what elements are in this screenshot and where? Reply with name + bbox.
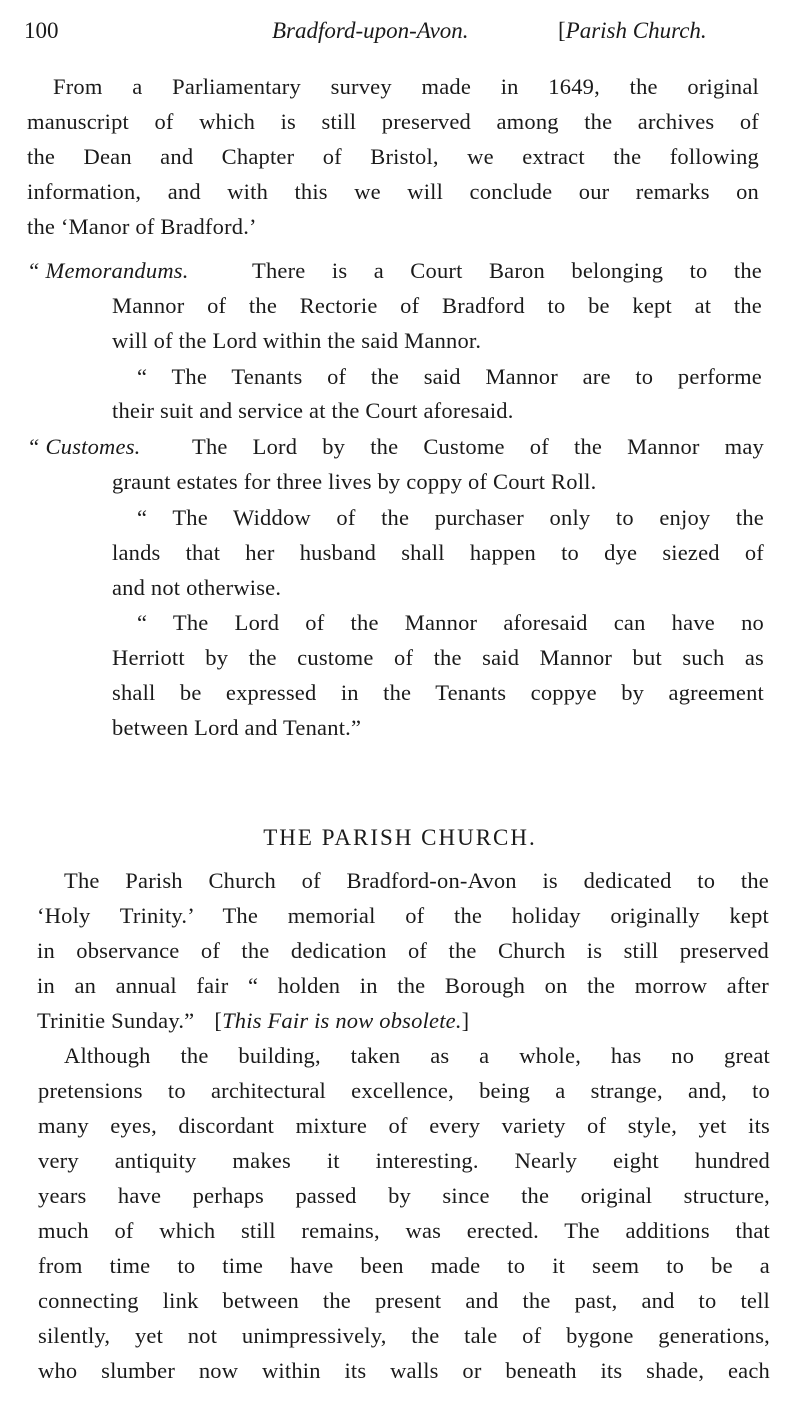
church-p1-line-5 — [37, 1010, 469, 1033]
running-section — [558, 18, 707, 44]
church-p1-line-2: ‘Holy Trinity.’ The memorial of the holiday originally kept — [37, 903, 769, 928]
fair-note: This Fair is now obsolete. — [222, 1008, 462, 1033]
memorandums-line-1 — [27, 260, 762, 283]
church-p1-line-4: in an annual fair “ holden in the Borough on the morrow after — [37, 973, 769, 998]
widdow-line-1: “ The Widdow of the purchaser only to enjoy the — [137, 505, 764, 530]
intro-line-3: the Dean and Chapter of Bristol, we extract the following — [27, 144, 759, 169]
memorandums-line-3: will of the Lord within the said Mannor. — [112, 328, 482, 353]
customes-line-2: graunt estates for three lives by coppy of Court Roll. — [112, 469, 597, 494]
memorandums-lead: “ Memorandums. — [27, 258, 189, 283]
church-p2-line-4: very antiquity makes it interesting. Nearly eight hundred — [38, 1148, 770, 1173]
church-p2-line-10: who slumber now within its walls or beneath its shade, each — [38, 1358, 770, 1383]
section-heading: THE PARISH CHURCH. — [263, 825, 537, 850]
fair-note-open: [ — [214, 1008, 223, 1033]
intro-line-2: manuscript of which is still preserved among the archives of — [27, 109, 759, 134]
fair-note-close: ] — [461, 1008, 470, 1033]
church-p1-line-1: The Parish Church of Bradford-on-Avon is dedicated to the — [64, 868, 769, 893]
memorandums-line-2: Mannor of the Rectorie of Bradford to be kept at the — [112, 293, 762, 318]
running-title: Bradford-upon-Avon. — [272, 18, 469, 43]
tenants-line-2: their suit and service at the Court aforesaid. — [112, 398, 514, 423]
herriott-line-3: shall be expressed in the Tenants coppye by agreement — [112, 680, 764, 705]
tenants-line-1: “ The Tenants of the said Mannor are to performe — [137, 364, 762, 389]
herriott-line-4: between Lord and Tenant.” — [112, 715, 362, 740]
church-p2-line-1: Although the building, taken as a whole, has no great — [64, 1043, 770, 1068]
intro-line-5: the ‘Manor of Bradford.’ — [27, 214, 257, 239]
church-p2-line-5: years have perhaps passed by since the original structure, — [38, 1183, 770, 1208]
page-number: 100 — [24, 18, 59, 43]
customes-lead: “ Customes. — [27, 434, 141, 459]
church-p2-line-2: pretensions to architectural excellence, being a strange, and, to — [38, 1078, 770, 1103]
church-p2-line-6: much of which still remains, was erected. The additions that — [38, 1218, 770, 1243]
herriott-line-1: “ The Lord of the Mannor aforesaid can have no — [137, 610, 764, 635]
church-p1-line-3: in observance of the dedication of the Church is still preserved — [37, 938, 769, 963]
church-p2-line-7: from time to time have been made to it seem to be a — [38, 1253, 770, 1278]
widdow-line-2: lands that her husband shall happen to dye siezed of — [112, 540, 764, 565]
herriott-line-2: Herriott by the custome of the said Mannor but such as — [112, 645, 764, 670]
customes-first-rest: The Lord by the Custome of the Mannor may — [192, 434, 764, 459]
customes-line-1 — [27, 436, 764, 459]
church-p2-line-9: silently, yet not unimpressively, the tale of bygone generations, — [38, 1323, 770, 1348]
church-p1-last-start: Trinitie Sunday.” — [37, 1008, 195, 1033]
memorandums-first-rest: There is a Court Baron belonging to the — [252, 258, 762, 283]
section-bracket: [ — [558, 18, 566, 43]
intro-line-4: information, and with this we will conclude our remarks on — [27, 179, 759, 204]
church-p2-line-8: connecting link between the present and the past, and to tell — [38, 1288, 770, 1313]
section-title: Parish Church. — [565, 18, 707, 43]
intro-line-1: From a Parliamentary survey made in 1649, the original — [53, 74, 759, 99]
widdow-line-3: and not otherwise. — [112, 575, 282, 600]
church-p2-line-3: many eyes, discordant mixture of every variety of style, yet its — [38, 1113, 770, 1138]
